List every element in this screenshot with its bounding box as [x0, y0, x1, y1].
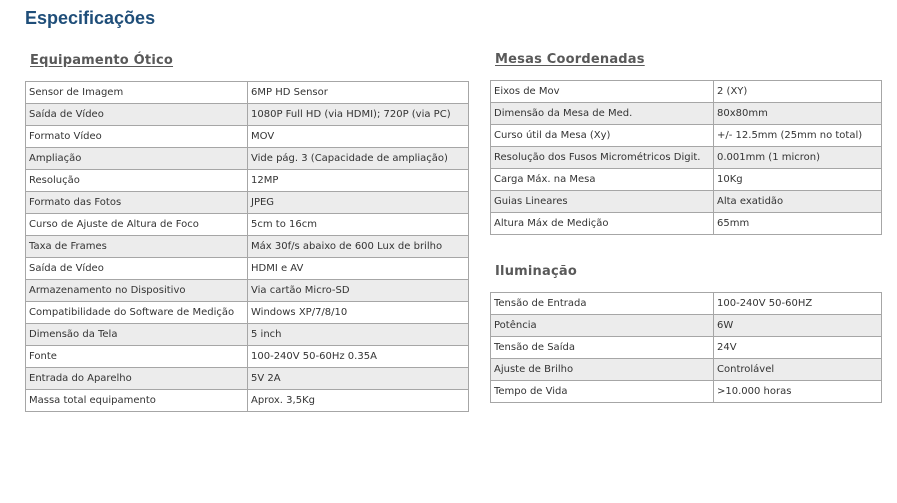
table-row	[491, 103, 882, 125]
spec-label: Formato Vídeo	[26, 126, 248, 148]
optical-spec-table	[25, 81, 469, 412]
spec-label: Fonte	[26, 346, 248, 368]
spec-value: Aprox. 3,5Kg	[248, 390, 469, 412]
spec-label: Curso de Ajuste de Altura de Foco	[26, 214, 248, 236]
spec-value: 65mm	[714, 213, 882, 235]
spec-value: 1080P Full HD (via HDMI); 720P (via PC)	[248, 104, 469, 126]
spec-value: Alta exatidão	[714, 191, 882, 213]
spec-value: >10.000 horas	[714, 381, 882, 403]
spec-value: Vide pág. 3 (Capacidade de ampliação)	[248, 148, 469, 170]
spec-label: Armazenamento no Dispositivo	[26, 280, 248, 302]
page-title: Especificações	[25, 8, 156, 28]
table-row	[26, 280, 469, 302]
spec-value: 100-240V 50-60Hz 0.35A	[248, 346, 469, 368]
table-row	[26, 236, 469, 258]
spec-label: Guias Lineares	[491, 191, 714, 213]
table-row	[491, 125, 882, 147]
table-row	[491, 147, 882, 169]
spec-label: Resolução dos Fusos Micrométricos Digit.	[491, 147, 714, 169]
spec-label: Resolução	[26, 170, 248, 192]
spec-value: 6W	[714, 315, 882, 337]
table-row	[26, 390, 469, 412]
table-row	[26, 368, 469, 390]
table-row	[26, 324, 469, 346]
table-row	[491, 81, 882, 103]
table-row	[491, 191, 882, 213]
spec-label: Altura Máx de Medição	[491, 213, 714, 235]
spec-label: Formato das Fotos	[26, 192, 248, 214]
optical-section-title: Equipamento Ótico	[30, 53, 174, 68]
spec-label: Tensão de Entrada	[491, 293, 714, 315]
table-row	[26, 170, 469, 192]
lighting-spec-table	[490, 292, 882, 403]
spec-label: Dimensão da Tela	[26, 324, 248, 346]
spec-label: Ampliação	[26, 148, 248, 170]
spec-label: Sensor de Imagem	[26, 82, 248, 104]
table-row	[26, 148, 469, 170]
table-row	[26, 104, 469, 126]
lighting-section-title: Iluminação	[495, 264, 577, 279]
spec-label: Ajuste de Brilho	[491, 359, 714, 381]
table-row	[26, 192, 469, 214]
spec-label: Taxa de Frames	[26, 236, 248, 258]
table-row	[26, 126, 469, 148]
table-row	[26, 346, 469, 368]
spec-label: Tempo de Vida	[491, 381, 714, 403]
spec-value: Controlável	[714, 359, 882, 381]
spec-value: Via cartão Micro-SD	[248, 280, 469, 302]
spec-label: Potência	[491, 315, 714, 337]
spec-label: Tensão de Saída	[491, 337, 714, 359]
spec-value: 5V 2A	[248, 368, 469, 390]
table-row	[26, 214, 469, 236]
spec-label: Eixos de Mov	[491, 81, 714, 103]
spec-value: 80x80mm	[714, 103, 882, 125]
stages-spec-table	[490, 80, 882, 235]
spec-value: JPEG	[248, 192, 469, 214]
stages-section-title: Mesas Coordenadas	[495, 52, 645, 67]
spec-value: 5 inch	[248, 324, 469, 346]
spec-label: Curso útil da Mesa (Xy)	[491, 125, 714, 147]
spec-value: HDMI e AV	[248, 258, 469, 280]
spec-label: Saída de Vídeo	[26, 104, 248, 126]
table-row	[491, 293, 882, 315]
spec-value: 5cm to 16cm	[248, 214, 469, 236]
spec-value: Windows XP/7/8/10	[248, 302, 469, 324]
table-row	[26, 302, 469, 324]
table-row	[26, 82, 469, 104]
spec-label: Carga Máx. na Mesa	[491, 169, 714, 191]
spec-label: Entrada do Aparelho	[26, 368, 248, 390]
spec-value: 10Kg	[714, 169, 882, 191]
table-row	[491, 315, 882, 337]
spec-value: MOV	[248, 126, 469, 148]
spec-value: 24V	[714, 337, 882, 359]
table-row	[491, 213, 882, 235]
table-row	[491, 169, 882, 191]
spec-label: Saída de Vídeo	[26, 258, 248, 280]
table-row	[491, 381, 882, 403]
spec-value: 2 (XY)	[714, 81, 882, 103]
spec-value: 12MP	[248, 170, 469, 192]
table-row	[491, 337, 882, 359]
spec-value: Máx 30f/s abaixo de 600 Lux de brilho	[248, 236, 469, 258]
spec-label: Compatibilidade do Software de Medição	[26, 302, 248, 324]
spec-label: Massa total equipamento	[26, 390, 248, 412]
table-row	[26, 258, 469, 280]
spec-value: 100-240V 50-60HZ	[714, 293, 882, 315]
spec-value: 6MP HD Sensor	[248, 82, 469, 104]
table-row	[491, 359, 882, 381]
spec-value: +/- 12.5mm (25mm no total)	[714, 125, 882, 147]
spec-value: 0.001mm (1 micron)	[714, 147, 882, 169]
spec-label: Dimensão da Mesa de Med.	[491, 103, 714, 125]
